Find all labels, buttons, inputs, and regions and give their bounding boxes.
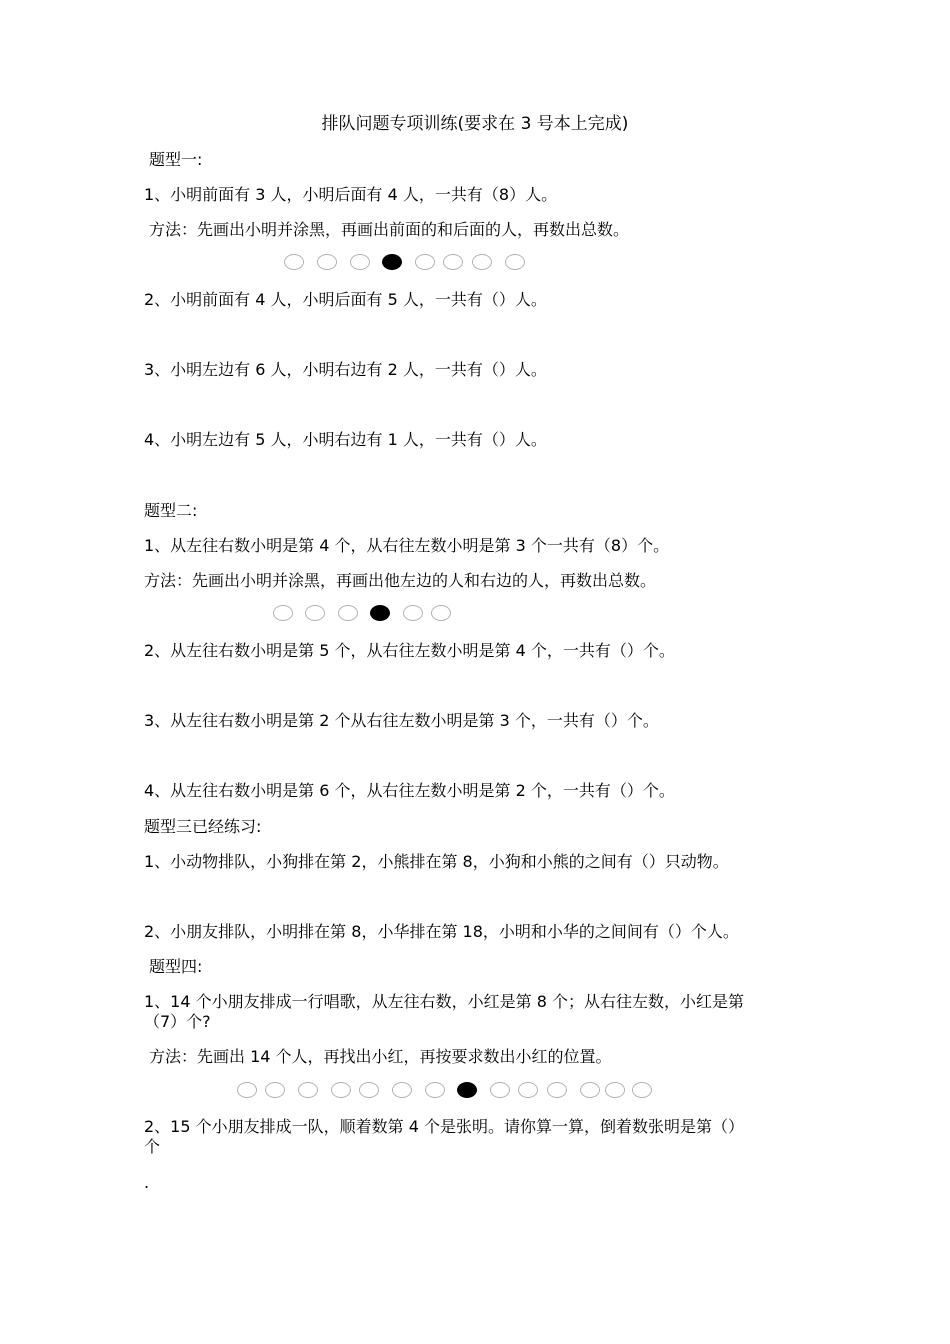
person-circle <box>518 1082 538 1098</box>
person-circle <box>265 1082 285 1098</box>
section4-question-1-cont: （7）个? <box>144 1012 211 1031</box>
person-circle <box>284 254 304 270</box>
xiaohong-filled-circle <box>457 1082 477 1098</box>
section2-question-1: 1、从左往右数小明是第 4 个，从右往左数小明是第 3 个一共有（8）个。 <box>144 536 670 555</box>
person-circle <box>298 1082 318 1098</box>
section3-question-2: 2、小朋友排队，小明排在第 8，小华排在第 18，小明和小华的之间间有（）个人。 <box>144 922 739 941</box>
person-circle <box>443 254 463 270</box>
section1-heading: 题型一: <box>149 150 203 169</box>
person-circle <box>431 605 451 621</box>
section2-heading: 题型二: <box>144 501 198 520</box>
person-circle <box>350 254 370 270</box>
person-circle <box>580 1082 600 1098</box>
page-title: 排队问题专项训练(要求在 3 号本上完成) <box>321 114 629 134</box>
person-circle <box>505 254 525 270</box>
person-circle <box>392 1082 412 1098</box>
person-circle <box>472 254 492 270</box>
section4-method: 方法：先画出 14 个人，再找出小红，再按要求数出小红的位置。 <box>149 1047 612 1066</box>
person-circle <box>632 1082 652 1098</box>
xiaoming-filled-circle <box>370 605 390 621</box>
section2-question-3: 3、从左往右数小明是第 2 个从右往左数小明是第 3 个，一共有（）个。 <box>144 711 659 730</box>
person-circle <box>425 1082 445 1098</box>
section1-question-3: 3、小明左边有 6 人，小明右边有 2 人，一共有（）人。 <box>144 360 547 379</box>
person-circle <box>273 605 293 621</box>
person-circle <box>359 1082 379 1098</box>
person-circle <box>605 1082 625 1098</box>
section1-method: 方法：先画出小明并涂黑，再画出前面的和后面的人，再数出总数。 <box>149 220 630 239</box>
xiaoming-filled-circle <box>382 254 402 270</box>
section3-heading: 题型三已经练习: <box>144 817 262 836</box>
section1-question-2: 2、小明前面有 4 人，小明后面有 5 人，一共有（）人。 <box>144 290 547 309</box>
person-circle <box>338 605 358 621</box>
person-circle <box>305 605 325 621</box>
person-circle <box>415 254 435 270</box>
person-circle <box>547 1082 567 1098</box>
section2-method: 方法：先画出小明并涂黑，再画出他左边的人和右边的人，再数出总数。 <box>144 571 657 590</box>
person-circle <box>237 1082 257 1098</box>
section3-question-1: 1、小动物排队，小狗排在第 2，小熊排在第 8，小狗和小熊的之间有（）只动物。 <box>144 852 729 871</box>
section4-question-1: 1、14 个小朋友排成一行唱歌，从左往右数，小红是第 8 个；从右往左数，小红是第 <box>144 992 744 1011</box>
person-circle <box>403 605 423 621</box>
person-circle <box>317 254 337 270</box>
section4-question-2-cont: 个 <box>144 1137 161 1156</box>
section1-question-1: 1、小明前面有 3 人，小明后面有 4 人，一共有（8）人。 <box>144 185 558 204</box>
section1-question-4: 4、小明左边有 5 人，小明右边有 1 人，一共有（）人。 <box>144 430 547 449</box>
person-circle <box>331 1082 351 1098</box>
section4-heading: 题型四: <box>149 957 203 976</box>
section2-question-2: 2、从左往右数小明是第 5 个，从右往左数小明是第 4 个，一共有（）个。 <box>144 641 675 660</box>
section4-question-2: 2、15 个小朋友排成一队，顺着数第 4 个是张明。请你算一算，倒着数张明是第（） <box>144 1117 744 1136</box>
trailing-mark: . <box>144 1173 150 1192</box>
section2-question-4: 4、从左往右数小明是第 6 个，从右往左数小明是第 2 个，一共有（）个。 <box>144 781 675 800</box>
person-circle <box>490 1082 510 1098</box>
